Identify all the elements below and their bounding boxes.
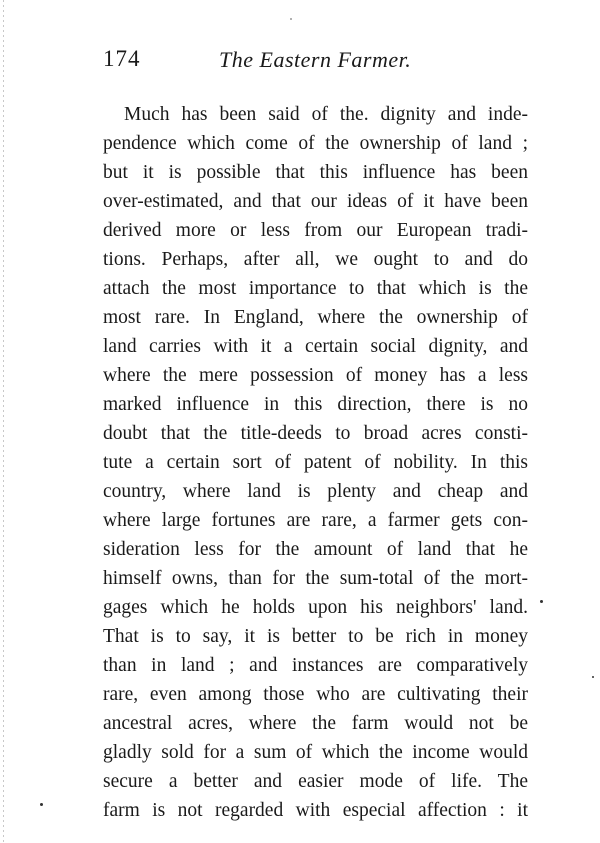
text-line: most rare. In England, where the ownership of bbox=[103, 307, 528, 328]
running-title: The Eastern Farmer. bbox=[219, 47, 412, 72]
page-number: 174 bbox=[103, 46, 141, 71]
text-line: secure a better and easier mode of life. The bbox=[103, 771, 528, 792]
body-text bbox=[103, 100, 528, 825]
text-line: doubt that the title-deeds to broad acres consti- bbox=[103, 423, 528, 444]
margin-speck bbox=[592, 676, 594, 678]
text-line: country, where land is plenty and cheap and bbox=[103, 481, 528, 502]
text-line: pendence which come of the ownership of land ; bbox=[103, 133, 528, 154]
text-line: Much has been said of the. dignity and inde- bbox=[124, 104, 528, 125]
margin-speck bbox=[290, 18, 292, 20]
text-line: gages which he holds upon his neighbors' land. bbox=[103, 597, 528, 618]
margin-speck bbox=[540, 600, 543, 603]
running-head bbox=[103, 46, 528, 76]
text-line: where the mere possession of money has a less bbox=[103, 365, 528, 386]
text-line: but it is possible that this influence has been bbox=[103, 162, 528, 183]
text-line: land carries with it a certain social dignity, and bbox=[103, 336, 528, 357]
text-line: gladly sold for a sum of which the income would bbox=[103, 742, 528, 763]
text-line: rare, even among those who are cultivating their bbox=[103, 684, 528, 705]
text-line: farm is not regarded with especial affection : it bbox=[103, 800, 528, 821]
text-line: sideration less for the amount of land that he bbox=[103, 539, 528, 560]
text-line: That is to say, it is better to be rich in money bbox=[103, 626, 528, 647]
text-line: marked influence in this direction, there is no bbox=[103, 394, 528, 415]
margin-speck bbox=[40, 803, 43, 806]
text-line: where large fortunes are rare, a farmer gets con- bbox=[103, 510, 528, 531]
text-line: ancestral acres, where the farm would not be bbox=[103, 713, 528, 734]
text-line: attach the most importance to that which is the bbox=[103, 278, 528, 299]
text-line: than in land ; and instances are comparatively bbox=[103, 655, 528, 676]
text-line: over-estimated, and that our ideas of it have been bbox=[103, 191, 528, 212]
text-line: tute a certain sort of patent of nobility. In this bbox=[103, 452, 528, 473]
page-edge-shadow bbox=[3, 0, 4, 843]
text-line: tions. Perhaps, after all, we ought to and do bbox=[103, 249, 528, 270]
text-line: derived more or less from our European tradi- bbox=[103, 220, 528, 241]
text-line: himself owns, than for the sum-total of the mort- bbox=[103, 568, 528, 589]
